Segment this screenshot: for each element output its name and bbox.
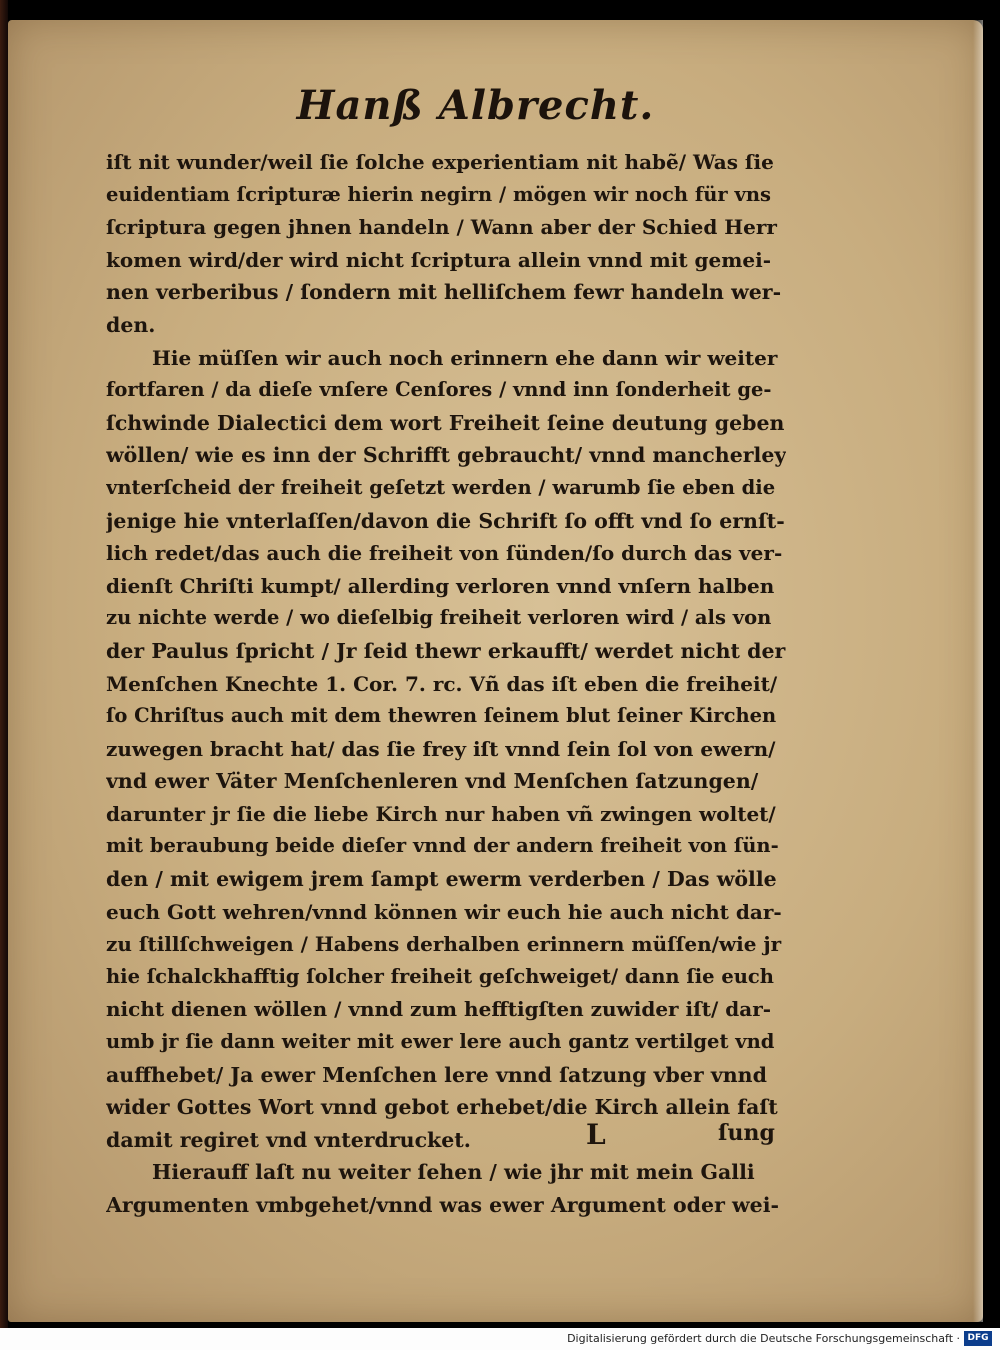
text-line: zuwegen bracht hat/ das ſie frey iſt vnnd ſein ſol von ewern/ <box>106 736 776 761</box>
text-line: mit beraubung beide dieſer vnnd der andern freiheit von ſün- <box>106 834 779 858</box>
text-line: komen wird/der wird nicht ſcriptura allein vnnd mit gemei- <box>106 247 772 272</box>
book-page <box>8 20 983 1322</box>
text-line: Hie müſſen wir auch noch erinnern ehe dann wir weiter <box>152 345 778 370</box>
text-line: damit regiret vnd vnterdrucket. <box>106 1127 471 1152</box>
text-line: den. <box>106 312 156 337</box>
text-line: jenige hie vnterlaſſen/davon die Schrift ſo offt vnd ſo ernſt- <box>106 508 785 533</box>
text-line: umb jr ſie dann weiter mit ewer lere auch gantz vertilget vnd <box>106 1030 775 1054</box>
signature-mark: L <box>586 1118 606 1151</box>
text-line: der Paulus ſpricht / Jr ſeid thewr erkaufft/ werdet nicht der <box>106 638 786 663</box>
text-line: vnterſcheid der freiheit geſetzt werden / warumb ſie eben die <box>106 475 776 499</box>
text-line: iſt nit wunder/weil ſie ſolche experientiam nit habẽ/ Was ſie <box>106 150 774 174</box>
text-line: fortfaren / da dieſe vnſere Cenſores / vnnd inn ſonderheit ge- <box>106 378 772 402</box>
text-line: auffhebet/ Ja ewer Menſchen lere vnnd ſatzung vber vnnd <box>106 1062 767 1087</box>
body-text <box>106 146 786 1222</box>
book-edge <box>0 0 8 1328</box>
text-line: ſchwinde Dialectici dem wort Freiheit ſeine deutung geben <box>106 410 785 435</box>
text-line: ſo Chriſtus auch mit dem thewren ſeinem blut ſeiner Kirchen <box>106 704 777 728</box>
dfg-logo-icon: DFG <box>964 1331 992 1346</box>
funding-credit: Digitalisierung gefördert durch die Deutsche Forschungsgemeinschaft · <box>567 1332 960 1345</box>
page-footer-marks <box>8 1118 983 1154</box>
text-line: zu nichte werde / wo dieſelbig freiheit verloren wird / als von <box>106 606 772 630</box>
text-line: Hierauff laſt nu weiter ſehen / wie jhr mit mein Galli <box>152 1160 755 1185</box>
text-line: den / mit ewigem jrem ſampt ewerm verderben / Das wölle <box>106 867 777 892</box>
text-line: wider Gottes Wort vnnd gebot erhebet/die Kirch allein faſt <box>106 1095 778 1120</box>
text-line: Argumenten vmbgehet/vnnd was ewer Argument oder wei- <box>106 1193 779 1217</box>
digitization-footer <box>0 1328 1000 1350</box>
text-line: euch Gott wehren/vnnd können wir euch hie auch nicht dar- <box>106 899 782 924</box>
running-head: Hanß Albrecht. <box>296 82 655 129</box>
text-line: Menſchen Knechte 1. Cor. 7. rc. Vñ das iſt eben die freiheit/ <box>106 671 778 696</box>
text-line: zu ſtillſchweigen / Habens derhalben erinnern müſſen/wie jr <box>106 932 782 957</box>
text-line: darunter jr ſie die liebe Kirch nur haben vñ zwingen woltet/ <box>106 801 776 826</box>
text-line: dienſt Chriſti kumpt/ allerding verloren vnnd vnſern halben <box>106 573 775 598</box>
text-line: euidentiam ſcripturæ hierin negirn / mögen wir noch für vns <box>106 182 771 206</box>
catchword: ſung <box>718 1120 775 1146</box>
text-line: wöllen/ wie es inn der Schrifft gebraucht/ vnnd mancherley <box>106 443 786 468</box>
text-line: lich redet/das auch die freiheit von ſünden/ſo durch das ver- <box>106 541 783 566</box>
text-line: nen verberibus / ſondern mit helliſchem fewr handeln wer- <box>106 280 782 305</box>
text-line: vnd ewer Väter Menſchenleren vnd Menſchen ſatzungen/ <box>106 769 759 794</box>
text-line: ſcriptura gegen jhnen handeln / Wann aber der Schied Herr <box>106 215 777 240</box>
text-line: hie ſchalckhafftig ſolcher freiheit geſchweiget/ dann ſie euch <box>106 964 774 988</box>
text-line: nicht dienen wöllen / vnnd zum hefftigſten zuwider iſt/ dar- <box>106 997 772 1022</box>
